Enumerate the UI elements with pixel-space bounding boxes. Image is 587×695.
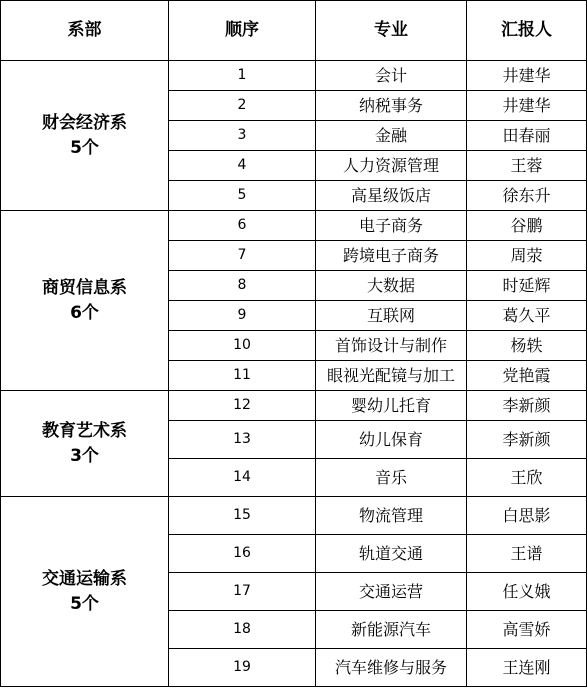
reporter-cell: 杨轶 bbox=[467, 331, 587, 361]
reporter-cell: 高雪娇 bbox=[467, 611, 587, 649]
header-order: 顺序 bbox=[169, 1, 316, 61]
major-cell: 交通运营 bbox=[316, 573, 467, 611]
order-cell: 8 bbox=[169, 271, 316, 301]
major-cell: 物流管理 bbox=[316, 497, 467, 535]
header-reporter: 汇报人 bbox=[467, 1, 587, 61]
dept-name: 商贸信息系 bbox=[42, 277, 127, 298]
major-cell: 眼视光配镜与加工 bbox=[316, 361, 467, 391]
header-major: 专业 bbox=[316, 1, 467, 61]
dept-name: 财会经济系 bbox=[42, 112, 127, 133]
major-cell: 汽车维修与服务 bbox=[316, 649, 467, 687]
dept-count: 5个 bbox=[70, 593, 99, 614]
reporter-cell: 时延辉 bbox=[467, 271, 587, 301]
dept-name: 教育艺术系 bbox=[42, 420, 127, 441]
reporter-cell: 王蓉 bbox=[467, 151, 587, 181]
table-row bbox=[1, 61, 587, 91]
dept-cell bbox=[1, 61, 169, 211]
header-row bbox=[1, 1, 587, 61]
order-cell: 15 bbox=[169, 497, 316, 535]
order-cell: 19 bbox=[169, 649, 316, 687]
reporter-cell: 徐东升 bbox=[467, 181, 587, 211]
dept-cell bbox=[1, 391, 169, 497]
table-row bbox=[1, 391, 587, 421]
order-cell: 2 bbox=[169, 91, 316, 121]
table-row bbox=[1, 211, 587, 241]
order-cell: 3 bbox=[169, 121, 316, 151]
reporter-cell: 王欣 bbox=[467, 459, 587, 497]
order-cell: 9 bbox=[169, 301, 316, 331]
order-cell: 7 bbox=[169, 241, 316, 271]
reporter-cell: 井建华 bbox=[467, 61, 587, 91]
reporter-cell: 任义娥 bbox=[467, 573, 587, 611]
reporter-cell: 李新颜 bbox=[467, 391, 587, 421]
major-cell: 金融 bbox=[316, 121, 467, 151]
table-row bbox=[1, 497, 587, 535]
order-cell: 13 bbox=[169, 421, 316, 459]
reporter-cell: 周荥 bbox=[467, 241, 587, 271]
order-cell: 16 bbox=[169, 535, 316, 573]
major-cell: 跨境电子商务 bbox=[316, 241, 467, 271]
order-cell: 1 bbox=[169, 61, 316, 91]
dept-count: 6个 bbox=[70, 302, 99, 323]
order-cell: 4 bbox=[169, 151, 316, 181]
order-cell: 11 bbox=[169, 361, 316, 391]
major-cell: 纳税事务 bbox=[316, 91, 467, 121]
dept-count: 5个 bbox=[70, 137, 99, 158]
order-cell: 18 bbox=[169, 611, 316, 649]
major-cell: 会计 bbox=[316, 61, 467, 91]
major-cell: 人力资源管理 bbox=[316, 151, 467, 181]
dept-cell bbox=[1, 211, 169, 391]
major-cell: 大数据 bbox=[316, 271, 467, 301]
order-cell: 14 bbox=[169, 459, 316, 497]
order-cell: 10 bbox=[169, 331, 316, 361]
order-cell: 12 bbox=[169, 391, 316, 421]
major-cell: 音乐 bbox=[316, 459, 467, 497]
reporter-cell: 田春丽 bbox=[467, 121, 587, 151]
major-cell: 幼儿保育 bbox=[316, 421, 467, 459]
reporter-cell: 党艳霞 bbox=[467, 361, 587, 391]
reporter-cell: 葛久平 bbox=[467, 301, 587, 331]
header-dept: 系部 bbox=[1, 1, 169, 61]
order-cell: 6 bbox=[169, 211, 316, 241]
reporter-cell: 井建华 bbox=[467, 91, 587, 121]
reporter-cell: 白思影 bbox=[467, 497, 587, 535]
reporter-cell: 王谱 bbox=[467, 535, 587, 573]
reporter-cell: 王连刚 bbox=[467, 649, 587, 687]
major-cell: 婴幼儿托育 bbox=[316, 391, 467, 421]
major-cell: 电子商务 bbox=[316, 211, 467, 241]
major-cell: 高星级饭店 bbox=[316, 181, 467, 211]
order-cell: 5 bbox=[169, 181, 316, 211]
dept-name: 交通运输系 bbox=[42, 568, 127, 589]
dept-count: 3个 bbox=[70, 445, 99, 466]
reporter-cell: 李新颜 bbox=[467, 421, 587, 459]
major-cell: 互联网 bbox=[316, 301, 467, 331]
reporter-cell: 谷鹏 bbox=[467, 211, 587, 241]
order-cell: 17 bbox=[169, 573, 316, 611]
major-cell: 新能源汽车 bbox=[316, 611, 467, 649]
major-cell: 轨道交通 bbox=[316, 535, 467, 573]
dept-cell bbox=[1, 497, 169, 687]
major-cell: 首饰设计与制作 bbox=[316, 331, 467, 361]
